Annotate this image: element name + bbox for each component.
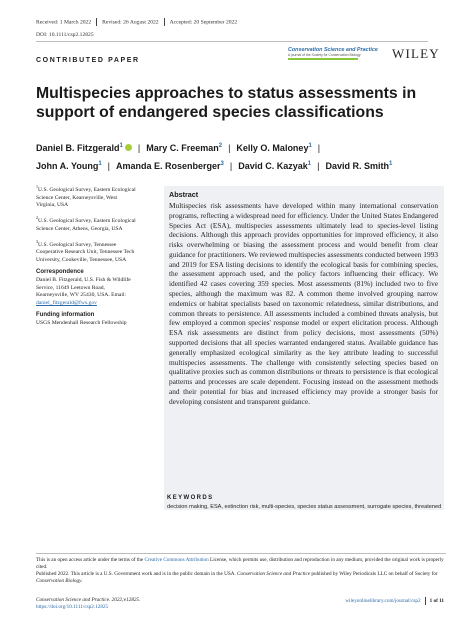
affiliation-text: U.S. Geological Survey, Eastern Ecological Science Center, Kearneysville, West Virginia, USA <box>36 186 136 209</box>
affiliation-marker[interactable]: 3 <box>220 161 224 167</box>
received-date: Received: 1 March 2022 <box>36 19 92 26</box>
license-notice <box>36 557 446 585</box>
keywords-heading: KEYWORDS <box>167 495 214 501</box>
funding-text: USGS Mendenhall Research Fellowship <box>36 319 127 326</box>
author-separator: | <box>228 143 231 153</box>
journal-name-italic: Conservation Science and Practice <box>237 571 311 577</box>
author-separator: | <box>229 161 233 171</box>
section-label: CONTRIBUTED PAPER <box>36 57 140 64</box>
author-separator: | <box>317 161 320 171</box>
author-name[interactable]: Daniel B. Fitzgerald <box>36 143 120 153</box>
author-row <box>36 138 446 156</box>
affiliation <box>36 214 136 233</box>
journal-logo-bar <box>288 58 358 60</box>
affiliation-marker[interactable]: 1 <box>308 143 312 149</box>
divider <box>96 18 97 26</box>
abstract-text: Multispecies risk assessments have developed within many international conservation programs, reflecting a widespread need for efficiency. Under the United States Endangered Species Act (ESA), multispecies assessments ultimately lead to species-level listing decisions. Although this approach provides opportunities for improved efficiency, it also risks overwhelming or biasing the assessment process and would benefit from clear guidance for practitioners. We reviewed multispecies assessments conducted between 1993 and 2019 for ESA listing decisions to identify the ecological basis for combining species, the assessment approach used, and the policy factors influencing their efficacy. We identified 42 cases covering 359 species. Most assessments (81%) included two to five species, although the maximum was 82. A common theme involved grouping narrow endemics or habitat specialists based on taxonomic relatedness, similar distributions, and common threats to persistence. All assessments included a combined threats analysis, but few employed a common species' response model or expert elicitation process. Although ESA risk assessments are distinct from policy decisions, most assessments (50%) supported decisions that all species warranted endangered status. Available guidance has generally emphasized ecological similarity as the key attribute leading to successful multispecies assessments. The challenge with consistently selecting species based on qualitative proxies such as common distributions or threats to persistence is that ecological patterns and processes are scale dependent. Focusing instead on the assessment methods and their potential for bias and increased efficiency may provide a stronger basis for developing consistent and transparent guidance. <box>169 201 438 406</box>
journal-logo[interactable] <box>288 47 388 60</box>
license-line <box>36 571 446 585</box>
affiliation-marker[interactable]: 1 <box>307 161 312 167</box>
affiliation-number: 3 <box>36 238 38 244</box>
affiliation-number: 1 <box>36 184 38 189</box>
header-rule <box>36 41 428 42</box>
author-separator: | <box>137 143 141 153</box>
abstract-heading: Abstract <box>169 190 199 199</box>
license-text: published by Wiley Periodicals LLC on behalf of Society for <box>311 571 438 577</box>
journal-name: Conservation Science and Practice <box>288 47 378 53</box>
journal-site-link[interactable]: wileyonlinelibrary.com/journal/csp2 <box>345 598 421 605</box>
author-name[interactable]: Kelly O. Maloney <box>236 143 309 153</box>
footer-rule <box>36 553 446 554</box>
affiliation-number: 2 <box>36 215 38 221</box>
keywords-text: decision making, ESA, extinction risk, multi-species, species status assessment, surrogate species, threatened <box>167 504 442 510</box>
accepted-date: Accepted: 20 September 2022 <box>169 19 238 26</box>
license-link[interactable]: Creative Commons Attribution <box>144 557 209 563</box>
divider <box>425 597 426 605</box>
funding-heading: Funding information <box>36 311 95 318</box>
affiliation-text: U.S. Geological Survey, Tennessee Cooperative Research Unit, Tennessee Tech University, Cookeville, Tennessee, USA <box>36 241 135 264</box>
author-name[interactable]: Amanda E. Rosenberger <box>116 161 221 171</box>
author-list <box>36 138 446 174</box>
author-separator: | <box>317 143 321 153</box>
author-name[interactable]: David C. Kazyak <box>238 161 308 171</box>
author-separator: | <box>107 161 111 171</box>
footer-citation <box>36 597 140 611</box>
sidebar-info <box>36 183 136 328</box>
correspondence-address: Daniel B. Fitzgerald, U.S. Fish & Wildlife Service, 11649 Leetown Road, Kearneysville, WV 25430, USA. <box>36 276 131 299</box>
society-name-italic: Conservation Biology. <box>36 578 83 584</box>
article-doi[interactable]: DOI: 10.1111/csp2.12825 <box>36 32 94 38</box>
author-name[interactable]: Mary C. Freeman <box>146 143 219 153</box>
orcid-icon[interactable] <box>125 144 132 151</box>
divider <box>164 18 165 26</box>
article-dates <box>36 18 237 26</box>
affiliation <box>36 183 136 210</box>
affiliation-marker[interactable]: 1 <box>119 143 123 149</box>
abstract-box <box>164 186 444 510</box>
journal-subtitle: A journal of the Society for Conservation Biology <box>288 53 361 57</box>
correspondence-heading: Correspondence <box>36 268 84 275</box>
footer-page-info <box>345 597 444 605</box>
revised-date: Revised: 26 August 2022 <box>102 19 159 26</box>
license-text: This is an open access article under the terms of the <box>36 557 144 563</box>
license-text: Published 2022. This article is a U.S. Government work and is in the public domain in the USA. <box>36 571 236 577</box>
page-number: 1 of 11 <box>429 598 444 605</box>
affiliation-marker[interactable]: 1 <box>388 161 393 167</box>
author-row <box>36 156 446 174</box>
affiliation-marker[interactable]: 2 <box>218 143 223 149</box>
citation-text: Conservation Science and Practice. 2022;e12825. <box>36 597 141 603</box>
affiliation-marker[interactable]: 1 <box>98 161 102 167</box>
license-text: License, which permits use, distribution and reproduction in any medium, provided the original work is properly cited. <box>36 557 444 570</box>
keywords-section <box>167 495 445 511</box>
affiliation-text: U.S. Geological Survey, Eastern Ecological Science Center, Athens, Georgia, USA <box>36 218 136 232</box>
email-link[interactable]: daniel_fitzgerald@fws.gov <box>36 300 97 307</box>
author-name[interactable]: John A. Young <box>36 161 99 171</box>
article-title: Multispecies approaches to status assessments in support of endangered species classifications <box>36 85 417 121</box>
email-label: Email: <box>111 292 127 299</box>
author-name[interactable]: David R. Smith <box>325 161 389 171</box>
citation-doi-link[interactable]: https://doi.org/10.1111/csp2.12825 <box>36 604 109 610</box>
correspondence-text <box>36 277 136 308</box>
affiliation <box>36 238 136 265</box>
publisher-logo[interactable]: WILEY <box>392 46 440 61</box>
license-line <box>36 557 446 571</box>
